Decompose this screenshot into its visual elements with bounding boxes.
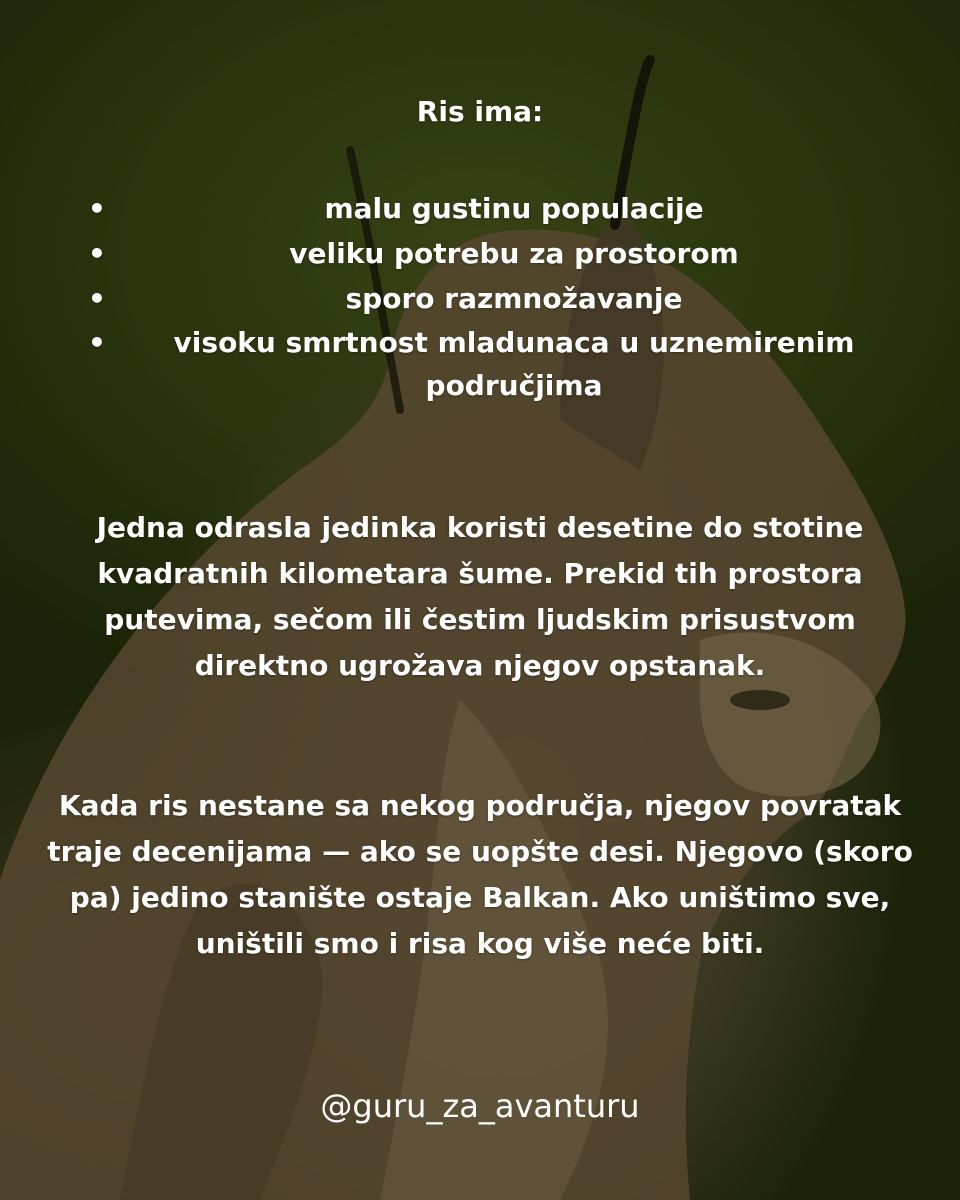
bullet-text: sporo razmnožavanje [345, 282, 683, 315]
social-handle: @guru_za_avanturu [320, 1087, 640, 1125]
bullet-dot-icon: • [88, 282, 106, 315]
paragraph-habitat: Jedna odrasla jedinka koristi desetine do stotine kvadratnih kilometara šume. Prekid tih prostora putevima, sečom ili čestim ljudskim prisustvom direktno ugrožava njegov opstanak. [96, 511, 864, 682]
bullet-text: visoku smrtnost mladunaca u uznemirenim područjima [173, 326, 855, 402]
bullet-text: malu gustinu populacije [324, 192, 704, 225]
bullet-dot-icon: • [88, 237, 106, 270]
bullet-item [80, 276, 910, 321]
bullet-dot-icon: • [88, 326, 106, 359]
bullet-item [80, 231, 910, 276]
paragraph-return: Kada ris nestane sa nekog područja, njegov povratak traje decenijama — ako se uopšte desi. Njegovo (skoro pa) jedino stanište ostaje Balkan. Ako uništimo sve, uništili smo i risa kog više neće biti. [47, 789, 913, 960]
heading: Ris ima: [416, 95, 544, 128]
bullet-item [80, 186, 910, 231]
bullet-list [80, 186, 910, 407]
bullet-dot-icon: • [88, 192, 106, 225]
bullet-item [80, 321, 910, 407]
bullet-text: veliku potrebu za prostorom [289, 237, 739, 270]
